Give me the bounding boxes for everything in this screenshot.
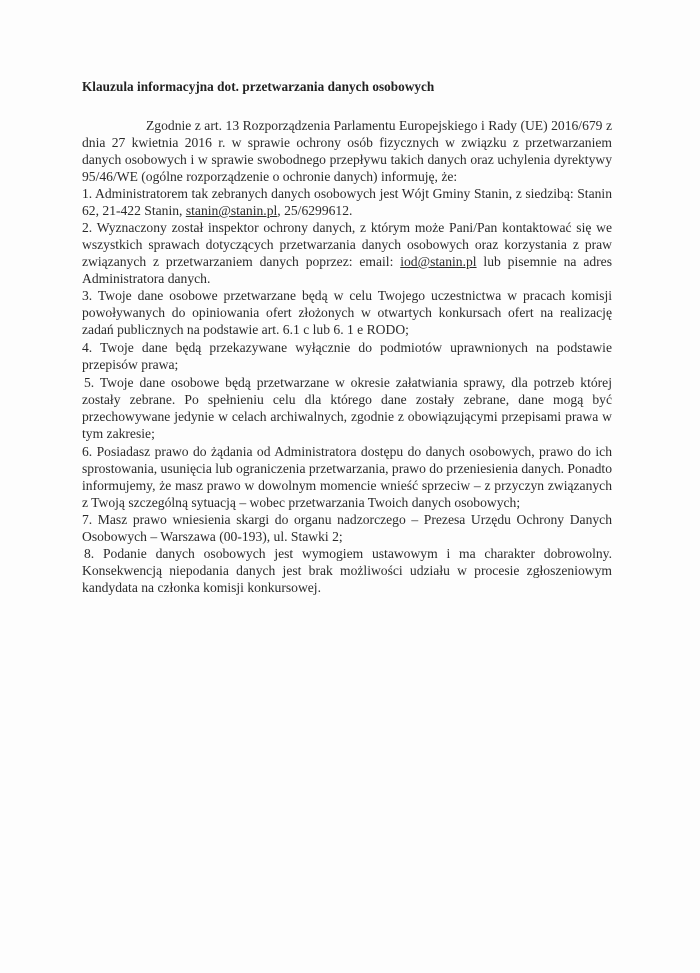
intro-paragraph: Zgodnie z art. 13 Rozporządzenia Parlamentu Europejskiego i Rady (UE) 2016/679 z dnia 27 kwietnia 2016 r. w sprawie ochrony osób fizycznych w związku z przetwarzaniem danych osobowych i w sprawie swobodnego przepływu takich danych oraz uchylenia dyrektywy 95/46/WE (ogólne rozporządzenie o ochronie danych) informuję, że: [82,118,612,184]
administrator-email-link[interactable]: stanin@stanin.pl [185,203,278,218]
clause-item-7: 7. Masz prawo wniesienia skargi do organu nadzorczego – Prezesa Urzędu Ochrony Danych Osobowych – Warszawa (00-193), ul. Stawki 2; [82,512,612,544]
clause-item-6: 6. Posiadasz prawo do żądania od Administratora dostępu do danych osobowych, prawo do ich sprostowania, usunięcia lub ograniczenia przetwarzania, prawo do przeniesienia danych. Ponadto informujemy, że masz prawo w dowolnym momencie wnieść sprzeciw – z przyczyn związanych z Twoją szczególną sytuacją – wobec przetwarzania Twoich danych osobowych; [82,444,612,510]
clause-item-3: 3. Twoje dane osobowe przetwarzane będą w celu Twojego uczestnictwa w pracach komisji powoływanych do opiniowania ofert złożonych w otwartych konkursach ofert na realizację zadań publicznych na podstawie art. 6.1 c lub 6. 1 e RODO; [82,288,612,337]
clause-item-1-text: 1. Administratorem tak zebranych danych osobowych jest Wójt Gminy Stanin, z siedzibą: Stanin 62, 21-422 Stanin, [82,186,612,218]
clause-item-5: 5. Twoje dane osobowe będą przetwarzane w okresie załatwiania sprawy, dla potrzeb której zostały zebrane. Po spełnieniu celu dla którego dane zostały zebrane, dane mogą być przechowywane jedynie w celach archiwalnych, zgodnie z obowiązującymi przepisami prawa w tym zakresie; [82,375,612,441]
iod-email-link[interactable]: iod@stanin.pl [400,254,477,269]
clause-item-2-text: 2. Wyznaczony został inspektor ochrony danych, z którym może Pani/Pan kontaktować się we wszystkich sprawach dotyczących przetwarzania danych osobowych oraz korzystania z praw związanych z przetwarzaniem danych poprzez: email: [82,220,612,269]
clause-item-4: 4. Twoje dane będą przekazywane wyłącznie do podmiotów uprawnionych na podstawie przepisów prawa; [82,340,612,372]
clause-item-2-tail: lub pisemnie na adres Administratora danych. [82,254,612,286]
clause-item-8: 8. Podanie danych osobowych jest wymogiem ustawowym i ma charakter dobrowolny. Konsekwencją niepodania danych jest brak możliwości udziału w procesie zgłoszeniowym kandydata na członka komisji konkursowej. [82,546,612,595]
document-body [82,117,612,596]
document-title: Klauzula informacyjna dot. przetwarzania danych osobowych [82,79,435,94]
clause-item-1-phone: , 25/6299612. [277,203,353,218]
clause-item-2 [82,219,612,287]
clause-item-1 [82,185,612,219]
